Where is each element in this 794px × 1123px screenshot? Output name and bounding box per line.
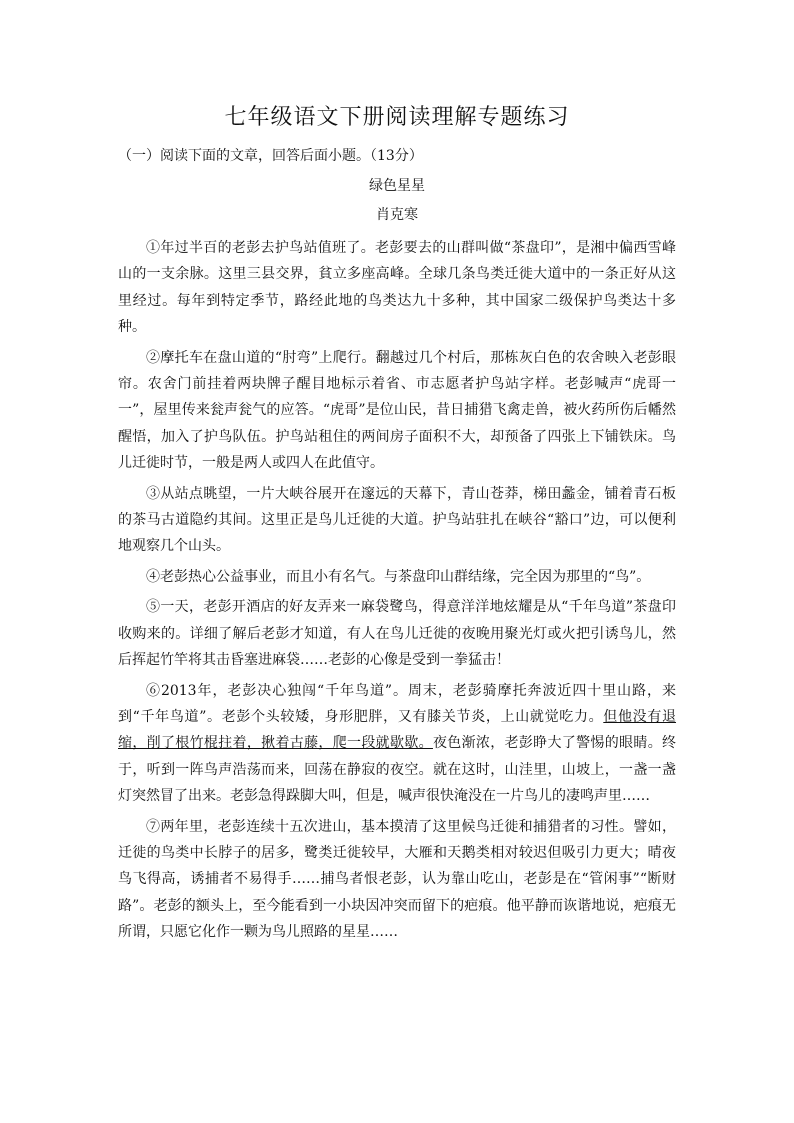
underlined-sentence: 但他没有退缩，削了根竹棍拄着，揪着古藤，爬一段就歇歇。 <box>118 708 677 752</box>
paragraph-1: ①年过半百的老彭去护鸟站值班了。老彭要去的山群叫做“茶盘印”，是湘中偏西雪峰山的一支余脉。这里三县交界，貧立多座高峰。全球几条鸟类迁徙大道中的一条正好从这里经过。每年到特定季节，路经此地的鸟类达九十多种，其中国家二级保护鸟类达十多种。 <box>118 240 676 336</box>
paragraph-3: ③从站点眺望，一片大峡谷展开在邃远的天幕下，青山苍莽，梯田蠡金，铺着青石板的茶马古道隐约其间。这里正是鸟儿迁徙的大道。护鸟站驻扎在峡谷“豁口”边，可以便利地观察几个山头。 <box>118 485 676 555</box>
paragraph-2: ②摩托车在盘山道的“肘弯”上爬行。翻越过几个村后，那栋灰白色的农舍映入老彭眼帘。农舍门前挂着两块牌子醒目地标示着省、市志愿者护鸟站字样。老彭喊声“虎哥一一”，屋里传来瓮声瓮气的应答。“虎哥”是位山民，昔日捕猎飞禽走兽，被火药所伤后幡然醒悟，加入了护鸟队伍。护鸟站租住的两间房子面积不大，却预备了四张上下铺铁床。鸟儿迁徙时节，一般是两人或四人在此值守。 <box>118 349 676 472</box>
paragraph-6-post: 夜色渐浓，老彭睁大了警惕的眼睛。终于，听到一阵鸟声浩荡而来，回荡在静寂的夜空。就在这时，山洼里，山坡上，一盏一盏灯突然冒了出来。老彭急得跺脚大叫，但是，喊声很快淹没在一片鸟儿的凄鸣声里…… <box>118 735 677 805</box>
paragraph-7: ⑦两年里，老彭连续十五次进山，基本摸清了这里候鸟迁徙和捕猎者的习性。譬如，迁徙的鸟类中长脖子的居多，鹭类迁徙较早，大雁和天鹅类相对较迟但吸引力更大；晴夜鸟飞得高，诱捕者不易得手……捕鸟者恨老彭，认为靠山吃山，老彭是在“管闲事”“断财路”。老彭的额头上，至今能看到一小块因冲突而留下的疤痕。他平静而诙谐地说，疤痕无所谓，只愿它化作一颗为鸟儿照路的星星…… <box>118 818 676 941</box>
exercise-instruction: （一）阅读下面的文章，回答后面小题。（13分） <box>118 148 423 164</box>
article-body <box>118 235 676 950</box>
paragraph-5: ⑤一天，老彭开酒店的好友弄来一麻袋鹭鸟，得意洋洋地炫耀是从“千年鸟道”茶盘印收购来的。详细了解后老彭才知道，有人在鸟儿迁徙的夜晚用聚光灯或火把引诱鸟儿，然后挥起竹竿将其击昏塞进麻袋……老彭的心像是受到一拳猛击！ <box>118 599 676 669</box>
article-title: 绿色星星 <box>369 178 425 194</box>
article-author: 肖克寒 <box>376 207 418 223</box>
paragraph-6 <box>118 678 676 810</box>
page-title: 七年级语文下册阅读理解专题练习 <box>224 105 570 130</box>
paragraph-4: ④老彭热心公益事业，而且小有名气。与茶盘印山群结缘，完全因为那里的“鸟”。 <box>146 568 651 585</box>
paragraph-6-pre: ⑥2013年，老彭决心独闯“千年鸟道”。周末，老彭骑摩托奔波近四十里山路，来到“千年鸟道”。老彭个头较矮，身形肥胖，又有膝关节炎，上山就觉吃力。 <box>118 682 676 725</box>
